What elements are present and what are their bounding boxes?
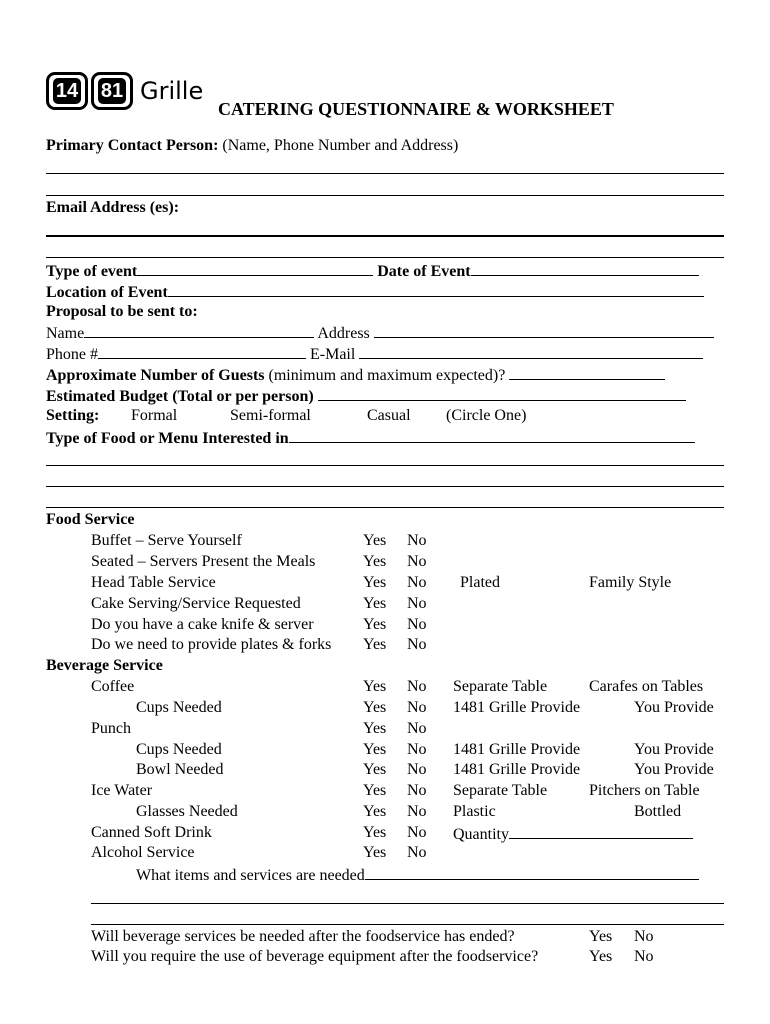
budget-field[interactable]: [318, 385, 686, 401]
plated-option[interactable]: Plated: [460, 574, 500, 591]
beverage-item-label: Glasses Needed: [136, 803, 238, 820]
food-item-label: Do you have a cake knife & server: [91, 616, 314, 633]
food-item-label: Cake Serving/Service Requested: [91, 595, 301, 612]
yes-option[interactable]: Yes: [589, 928, 613, 945]
no-option[interactable]: No: [407, 574, 427, 591]
phone-label: Phone #: [46, 346, 98, 363]
food-item-label: Do we need to provide plates & forks: [91, 636, 332, 653]
food-type-line-3[interactable]: [46, 507, 724, 508]
food-item-label: Head Table Service: [91, 574, 216, 591]
beverage-option-2[interactable]: Pitchers on Table: [589, 782, 700, 799]
quantity-row: [453, 823, 693, 845]
yes-option[interactable]: Yes: [363, 803, 387, 820]
phone-email-row: [46, 343, 703, 365]
no-option[interactable]: No: [407, 532, 427, 549]
setting-hint: (Circle One): [446, 407, 527, 424]
no-option[interactable]: No: [407, 782, 427, 799]
no-option[interactable]: No: [407, 844, 427, 861]
no-option[interactable]: No: [407, 595, 427, 612]
food-type-field[interactable]: [289, 427, 695, 443]
beverage-item-label: Coffee: [91, 678, 135, 695]
no-option[interactable]: No: [407, 636, 427, 653]
beverage-item-label: Ice Water: [91, 782, 153, 799]
date-of-event-field[interactable]: [471, 260, 699, 276]
food-service-heading: Food Service: [46, 511, 135, 528]
food-type-line-1[interactable]: [46, 465, 724, 466]
page-title: CATERING QUESTIONNAIRE & WORKSHEET: [218, 99, 614, 119]
email-line-1[interactable]: [46, 235, 724, 237]
location-field[interactable]: [168, 281, 704, 297]
location-label: Location of Event: [46, 284, 168, 301]
yes-option[interactable]: Yes: [363, 678, 387, 695]
beverage-option-1[interactable]: Plastic: [453, 803, 496, 820]
setting-option-casual[interactable]: Casual: [367, 407, 411, 424]
type-of-event-label: Type of event: [46, 263, 138, 280]
logo: [46, 66, 203, 116]
yes-option[interactable]: Yes: [363, 720, 387, 737]
guests-label: Approximate Number of Guests: [46, 367, 265, 384]
guests-field[interactable]: [509, 364, 665, 380]
setting-option-formal[interactable]: Formal: [131, 407, 178, 424]
what-items-row: [136, 864, 699, 886]
yes-option[interactable]: Yes: [363, 782, 387, 799]
guests-row: [46, 364, 665, 386]
food-item-label: Buffet – Serve Yourself: [91, 532, 242, 549]
what-items-line-3[interactable]: [91, 924, 724, 925]
no-option[interactable]: No: [407, 741, 427, 758]
primary-contact-label: Primary Contact Person:: [46, 137, 219, 154]
no-option[interactable]: No: [634, 948, 654, 965]
yes-option[interactable]: Yes: [363, 532, 387, 549]
no-option[interactable]: No: [407, 553, 427, 570]
address-label: Address: [317, 325, 370, 342]
yes-option[interactable]: Yes: [363, 844, 387, 861]
phone-field[interactable]: [98, 343, 306, 359]
beverage-option-2[interactable]: Bottled: [634, 803, 682, 820]
beverage-option-2[interactable]: You Provide: [634, 699, 714, 716]
no-option[interactable]: No: [407, 824, 427, 841]
after-question-2: Will you require the use of beverage equipment after the foodservice?: [91, 948, 539, 965]
no-option[interactable]: No: [407, 616, 427, 633]
primary-contact-line-1[interactable]: [46, 173, 724, 174]
budget-row: [46, 385, 686, 407]
yes-option[interactable]: Yes: [363, 553, 387, 570]
beverage-option-2[interactable]: Carafes on Tables: [589, 678, 704, 695]
quantity-field[interactable]: [509, 823, 693, 839]
food-type-line-2[interactable]: [46, 486, 724, 487]
setting-label: Setting:: [46, 407, 100, 424]
food-item-label: Seated – Servers Present the Meals: [91, 553, 316, 570]
yes-option[interactable]: Yes: [363, 741, 387, 758]
beverage-item-label: Bowl Needed: [136, 761, 224, 778]
beverage-item-label: Alcohol Service: [91, 844, 195, 861]
setting-option-semi-formal[interactable]: Semi-formal: [230, 407, 311, 424]
what-items-label: What items and services are needed: [136, 867, 365, 884]
email-short-field[interactable]: [359, 343, 703, 359]
primary-contact-hint: (Name, Phone Number and Address): [222, 137, 459, 154]
yes-option[interactable]: Yes: [363, 616, 387, 633]
no-option[interactable]: No: [634, 928, 654, 945]
beverage-item-label: Cups Needed: [136, 699, 222, 716]
no-option[interactable]: No: [407, 720, 427, 737]
name-field[interactable]: [84, 322, 314, 338]
email-line-2[interactable]: [46, 257, 724, 258]
beverage-option-1[interactable]: 1481 Grille Provide: [453, 741, 581, 758]
food-type-label: Type of Food or Menu Interested in: [46, 430, 289, 447]
beverage-item-label: Cups Needed: [136, 741, 222, 758]
what-items-field[interactable]: [365, 864, 699, 880]
beverage-option-1[interactable]: Separate Table: [453, 782, 548, 799]
yes-option[interactable]: Yes: [363, 824, 387, 841]
location-row: [46, 281, 704, 303]
guests-hint: (minimum and maximum expected)?: [268, 367, 506, 384]
yes-option[interactable]: Yes: [363, 699, 387, 716]
name-label: Name: [46, 325, 85, 342]
logo-word: Grille: [140, 77, 204, 105]
primary-contact-line-2[interactable]: [46, 195, 724, 196]
no-option[interactable]: No: [407, 678, 427, 695]
yes-option[interactable]: Yes: [363, 636, 387, 653]
beverage-service-heading: Beverage Service: [46, 657, 163, 674]
no-option[interactable]: No: [407, 803, 427, 820]
beverage-option-2[interactable]: You Provide: [634, 741, 714, 758]
no-option[interactable]: No: [407, 761, 427, 778]
proposal-label: Proposal to be sent to:: [46, 303, 198, 320]
yes-option[interactable]: Yes: [589, 948, 613, 965]
date-of-event-label: Date of Event: [377, 263, 471, 280]
what-items-line-2[interactable]: [91, 903, 724, 904]
email-label: Email Address (es):: [46, 199, 180, 216]
route-81-shield-icon: 81: [91, 72, 133, 110]
email-short-label: E-Mail: [310, 346, 356, 363]
address-field[interactable]: [374, 322, 714, 338]
after-question-1: Will beverage services be needed after the foodservice has ended?: [91, 928, 515, 945]
family-style-option[interactable]: Family Style: [589, 574, 672, 591]
budget-label: Estimated Budget (Total or per person): [46, 388, 314, 405]
yes-option[interactable]: Yes: [363, 761, 387, 778]
beverage-option-1[interactable]: Separate Table: [453, 678, 548, 695]
beverage-option-1[interactable]: 1481 Grille Provide: [453, 761, 581, 778]
yes-option[interactable]: Yes: [363, 595, 387, 612]
beverage-item-label: Punch: [91, 720, 131, 737]
type-of-event-row: [46, 260, 699, 282]
no-option[interactable]: No: [407, 699, 427, 716]
beverage-item-label: Canned Soft Drink: [91, 824, 212, 841]
type-of-event-field[interactable]: [137, 260, 373, 276]
food-type-row: [46, 427, 695, 449]
quantity-label: Quantity: [453, 826, 509, 843]
name-address-row: [46, 322, 714, 344]
primary-contact-row: [46, 136, 458, 156]
yes-option[interactable]: Yes: [363, 574, 387, 591]
beverage-option-1[interactable]: 1481 Grille Provide: [453, 699, 581, 716]
route-14-shield-icon: 14: [46, 72, 88, 110]
beverage-option-2[interactable]: You Provide: [634, 761, 714, 778]
